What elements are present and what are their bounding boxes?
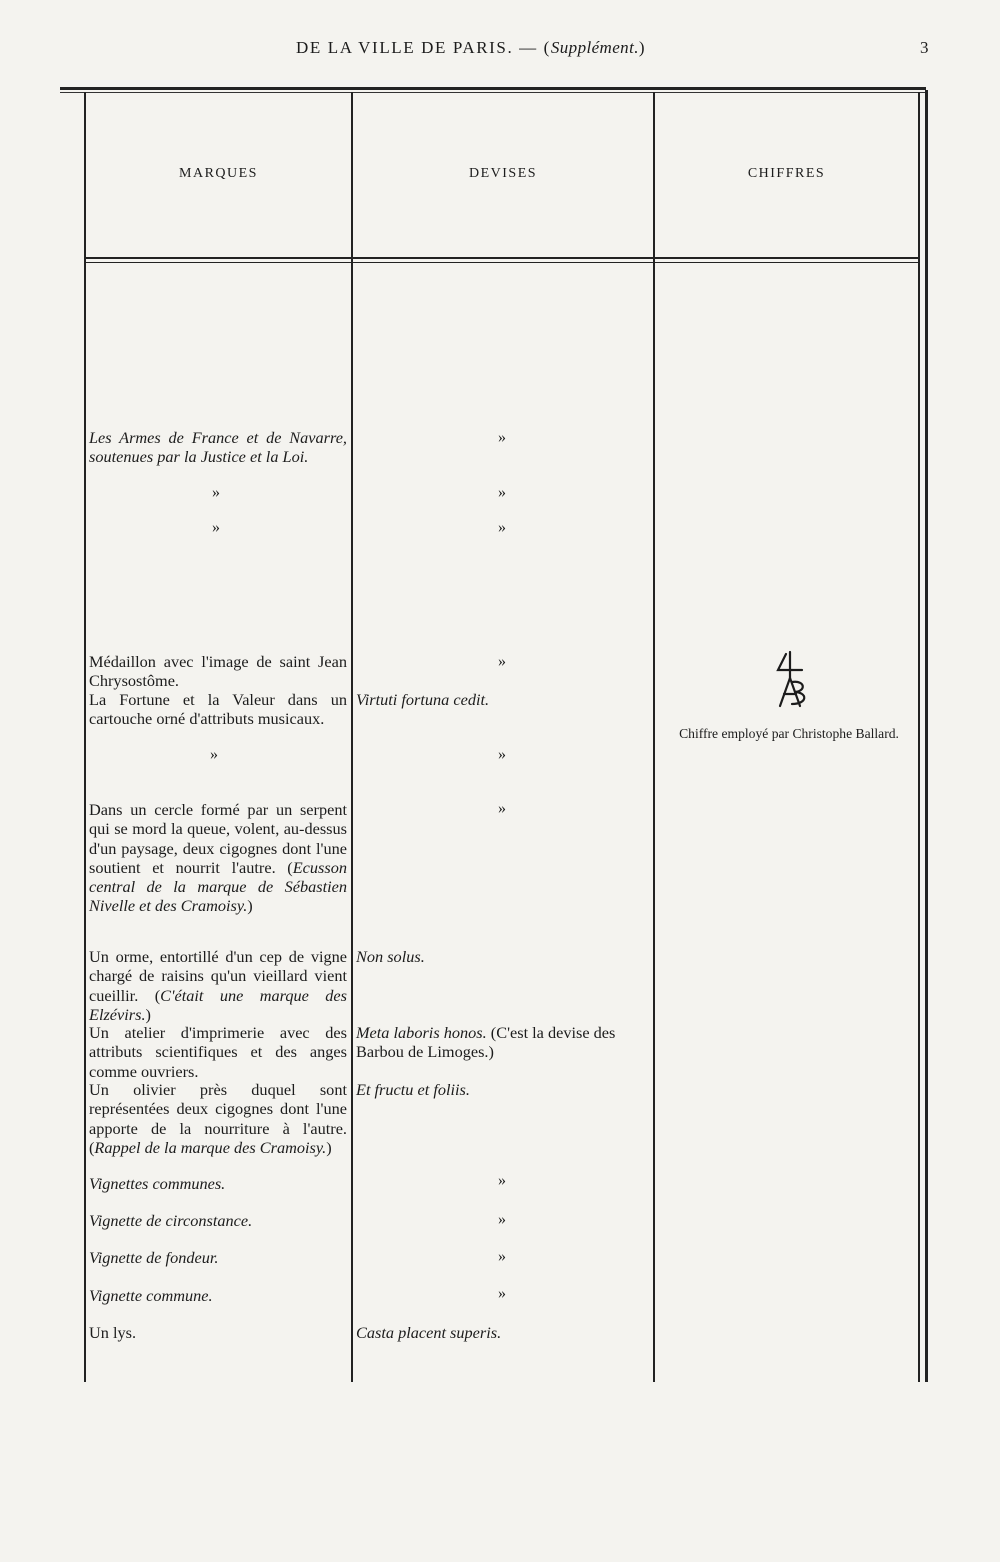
marque-orme [89,947,347,1024]
running-title-close: ) [638,38,647,57]
devise-atelier-italic: Meta laboris honos. [356,1023,487,1042]
table-right-border-outer [925,90,928,1382]
marque-vignettes-communes [89,1174,347,1193]
devise-ditto: » [498,1285,506,1302]
devise-orme-text: Non solus. [356,947,425,966]
page-header [0,38,1000,68]
devise-ditto: » [498,519,506,536]
devise-atelier-text: (C'est la devise des Barbou de Limoges.) [356,1023,616,1062]
marque-vignette-circonstance-text: Vignette de circonstance. [89,1211,253,1230]
table-right-border [918,92,920,1382]
marque-ditto: » [212,484,220,501]
running-title-italic: Supplément. [550,38,639,57]
header-rule-thin [86,262,918,263]
marque-medaillon-text: Médaillon avec l'image de saint Jean Chrysostôme. [89,652,347,691]
marque-orme-italic: C'était une marque des Elzévirs. [89,985,347,1024]
marque-vignette-fondeur [89,1248,347,1267]
marque-vignette-commune-text: Vignette commune. [89,1286,213,1305]
marque-olivier-close: ) [326,1137,332,1157]
header-rule [86,257,918,259]
column-header-marques: MARQUES [179,166,258,181]
marque-olivier [89,1080,347,1157]
devise-ditto: » [498,653,506,670]
marque-atelier [89,1023,347,1081]
marque-fortune [89,690,347,729]
marque-fortune-text: La Fortune et la Valeur dans un cartouche orné d'attributs musicaux. [89,690,347,729]
marque-ditto: » [210,746,218,763]
devise-olivier [356,1080,652,1099]
devise-olivier-text: Et fructu et foliis. [356,1080,470,1099]
marque-cercle [89,800,347,916]
marque-orme-text: Un orme, entortillé d'un cep de vigne chargé de raisins qu'un vieillard vient cueillir. ( [89,947,347,1005]
table-left-border [84,92,86,1382]
devise-lys [356,1323,652,1342]
devise-atelier [356,1023,652,1062]
marque-lys [89,1323,347,1342]
column-header-devises: DEVISES [468,166,538,181]
marque-atelier-text: Un atelier d'imprimerie avec des attributs scientifiques et des anges comme ouvriers. [89,1023,347,1081]
column-header-chiffres: CHIFFRES [747,166,826,181]
devise-ditto: » [498,484,506,501]
chiffre-caption: Chiffre employé par Christophe Ballard. [679,726,899,741]
marque-armes [89,428,347,467]
marque-olivier-text: Un olivier près duquel sont représentées deux cigognes dont l'une apporte de la nourriture à l'autre. ( [89,1080,347,1157]
top-rule [60,87,926,90]
marque-cercle-close: ) [247,896,253,916]
running-title [296,38,646,58]
running-title-text: DE LA VILLE DE PARIS. — ( [296,38,551,57]
marque-medaillon [89,652,347,691]
marque-ditto: » [212,519,220,536]
devise-ditto: » [498,429,506,446]
top-rule-thin [60,92,926,93]
devise-fortune [356,690,652,709]
marque-armes-text: Les Armes de France et de Navarre, soutenues par la Justice et la Loi. [89,428,347,467]
marque-lys-text: Un lys. [89,1323,137,1342]
marque-cercle-italic: Ecusson central de la marque de Sébastien Nivelle et des Cramoisy. [89,857,347,916]
marque-vignette-circonstance [89,1211,347,1230]
devise-orme [356,947,652,966]
devise-ditto: » [498,1211,506,1228]
devise-ditto: » [498,1172,506,1189]
devise-ditto: » [498,746,506,763]
marque-vignette-fondeur-text: Vignette de fondeur. [89,1248,219,1267]
marque-olivier-italic: Rappel de la marque des Cramoisy. [94,1137,327,1157]
devise-lys-text: Casta placent superis. [356,1323,502,1342]
column-divider-1 [351,92,353,1382]
marque-orme-close: ) [145,1004,151,1024]
devise-ditto: » [498,1248,506,1265]
ballard-monogram-icon [772,650,812,708]
marque-cercle-text: Dans un cercle formé par un serpent qui se mord la queue, volent, au-dessus d'un paysage, deux cigognes dont l'une soutient et nourrit l'autre. ( [89,800,347,877]
marque-vignettes-communes-text: Vignettes communes. [89,1174,226,1193]
devise-ditto: » [498,800,506,817]
page-number: 3 [920,38,929,57]
devise-fortune-text: Virtuti fortuna cedit. [356,690,490,709]
marque-vignette-commune [89,1286,347,1305]
column-divider-2 [653,92,655,1382]
